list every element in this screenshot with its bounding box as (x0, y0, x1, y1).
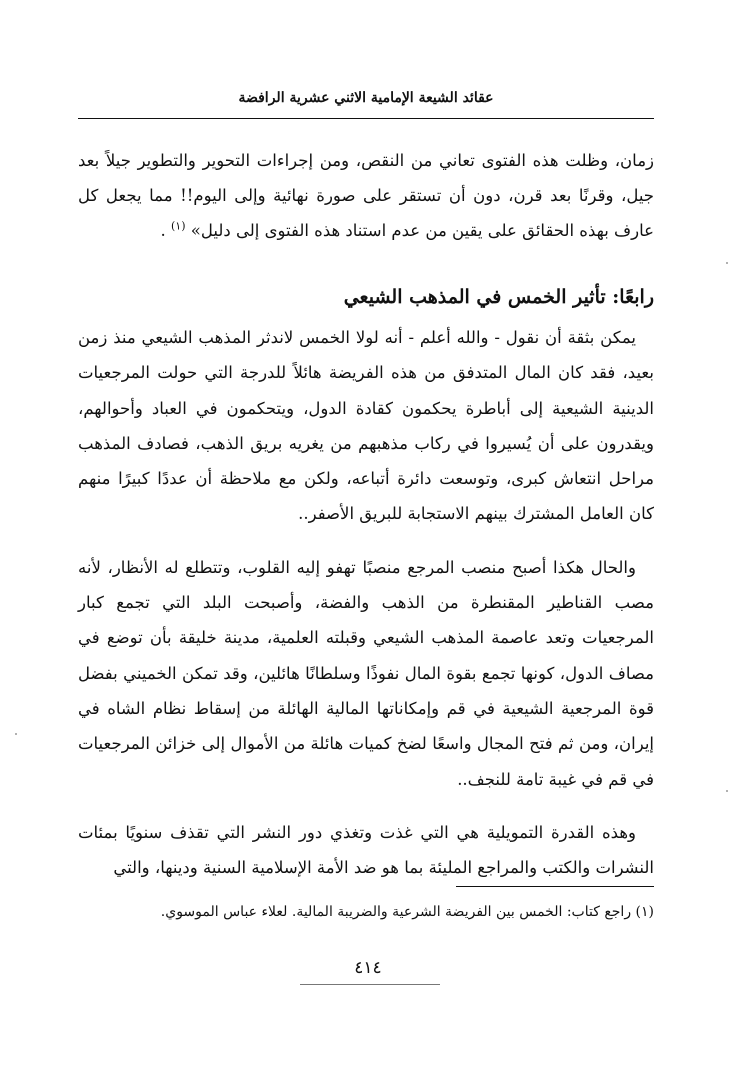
section-heading: رابعًا: تأثير الخمس في المذهب الشيعي (343, 286, 654, 308)
scan-speck (726, 262, 728, 264)
paragraph: وهذه القدرة التمويلية هي التي غذت وتغذي دور النشر التي تقذف سنويًا بمئات النشرات والكتب والمراجع المليئة بما هو ضد الأمة الإسلامية السنية ودينها، والتي (78, 822, 654, 878)
bottom-rule (300, 984, 440, 985)
footnote-reference[interactable]: (١) (171, 219, 186, 233)
paragraph: يمكن بثقة أن نقول - والله أعلم - أنه لولا الخمس لاندثر المذهب الشيعي منذ زمن بعيد، فقد كان المال المتدفق من هذه الفريضة هائلاً للدرجة التي حولت المرجعيات الدينية الشيعية إلى أباطرة يحكمون كقادة الدول، ويتحكمون في العباد وأحوالهم، ويقدرون على أن يُسيروا في ركاب مذهبهم من يغريه بريق الذهب، فصادف المذهب مراحل انتعاش كبرى، وتوسعت دائرة أتباعه، ولكن مع ملاحظة أن عددًا كبيرًا منهم كان العامل المشترك بينهم الاستجابة للبريق الأصفر.. (78, 328, 654, 524)
intro-paragraph-block (78, 143, 654, 248)
intro-paragraph (78, 143, 654, 248)
page-number: ٤١٤ (354, 958, 382, 978)
scan-speck (15, 733, 17, 735)
footnote-divider (456, 886, 654, 887)
footnote: (١) راجع كتاب: الخمس بين الفريضة الشرعية والضريبة المالية. لعلاء عباس الموسوي. (160, 904, 654, 920)
running-header: عقائد الشيعة الإمامية الاثني عشرية الرافضة (238, 90, 494, 106)
paragraph: والحال هكذا أصبح منصب المرجع منصبًا تهفو إليه القلوب، وتتطلع له الأنظار، لأنه مصب القناطير المقنطرة من الذهب والفضة، وأصبحت البلد التي تجمع كبار المرجعيات وتعد عاصمة المذهب الشيعي وقبلته العلمية، مدينة خليقة بأن توضع في مصاف الدول، كونها تجمع بقوة المال نفوذًا وسلطانًا هائلين، وقد تمكن الخميني بفضل قوة المرجعية الشيعية في قم وإمكاناتها المالية الهائلة من إسقاط نظام الشاه في إيران، ومن ثم فتح المجال واسعًا لضخ كميات هائلة من الأموال إلى خزائن المرجعيات في قم في غيبة تامة للنجف.. (78, 557, 654, 789)
intro-text: زمان، وظلت هذه الفتوى تعاني من النقص، ومن إجراءات التحوير والتطوير جيلاً بعد جيل، وقرنًا بعد قرن، دون أن تستقر على صورة نهائية وإلى اليوم!! مما يجعل كل عارف بهذه الحقائق على يقين من عدم استناد هذه الفتوى إلى دليل» (78, 151, 654, 240)
scan-speck (726, 790, 728, 792)
intro-end: . (160, 221, 166, 240)
section-body (78, 320, 654, 903)
header-divider (78, 118, 654, 119)
